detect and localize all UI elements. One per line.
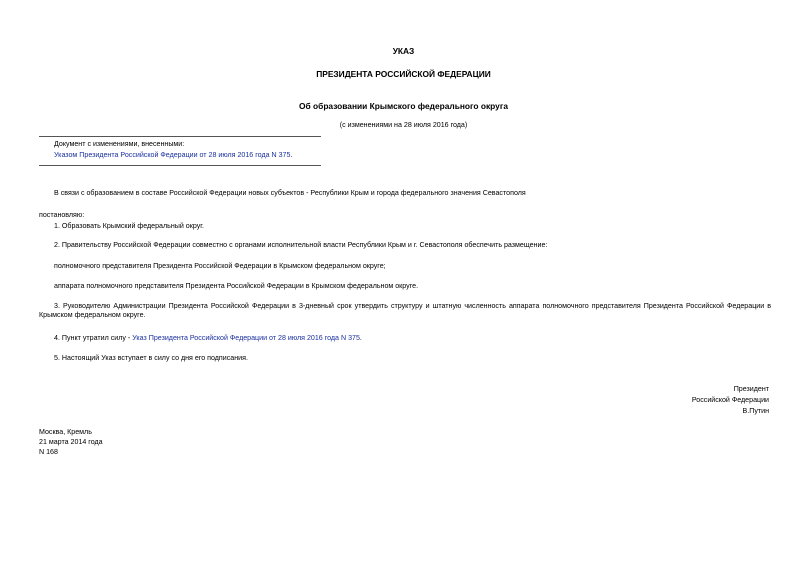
clause-1: 1. Образовать Крымский федеральный округ. bbox=[54, 222, 204, 230]
clause-3: 3. Руководителю Администрации Президента Российской Федерации в 3-дневный срок утвердить структуру и штатную численность аппарата полномочного представителя Президента Российской Федерации в Крымском федеральном округе. bbox=[39, 302, 771, 319]
clause-4-suffix: . bbox=[359, 334, 362, 342]
clause-2a: полномочного представителя Президента Российской Федерации в Крымском федеральном округе; bbox=[54, 262, 386, 270]
page-subtitle: ПРЕЗИДЕНТА РОССИЙСКОЙ ФЕДЕРАЦИИ bbox=[316, 69, 491, 79]
signature-position-2: Российской Федерации bbox=[691, 396, 769, 404]
decree-word: постановляю: bbox=[39, 211, 85, 219]
clause-4 bbox=[54, 334, 362, 343]
preamble: В связи с образованием в составе Российской Федерации новых субъектов - Республики Крым и города федерального значения Севастополя bbox=[54, 189, 526, 197]
signing-place: Москва, Кремль bbox=[39, 428, 92, 436]
document-title: Об образовании Крымского федерального округа bbox=[299, 101, 508, 111]
clause-2: 2. Правительству Российской Федерации совместно с органами исполнительной власти Республики Крым и г. Севастополя обеспечить размещение: bbox=[54, 241, 548, 249]
revision-link[interactable]: Указом Президента Российской Федерации от 28 июля 2016 года N 375 bbox=[54, 151, 291, 159]
signature-name: В.Путин bbox=[742, 407, 769, 415]
clause-4-link[interactable]: Указ Президента Российской Федерации от 28 июля 2016 года N 375 bbox=[132, 334, 360, 342]
page-title: УКАЗ bbox=[392, 46, 415, 56]
clause-2b: аппарата полномочного представителя Президента Российской Федерации в Крымском федеральном округе. bbox=[54, 282, 419, 290]
revision-box-top-rule bbox=[39, 136, 321, 137]
revision-box-bottom-rule bbox=[39, 165, 321, 166]
clause-5: 5. Настоящий Указ вступает в силу со дня его подписания. bbox=[54, 354, 248, 362]
decree-number: N 168 bbox=[39, 448, 58, 456]
clause-4-prefix: 4. Пункт утратил силу - bbox=[54, 334, 133, 342]
revision-box-entry bbox=[54, 151, 292, 160]
signing-date: 21 марта 2014 года bbox=[39, 438, 103, 446]
signature-position: Президент bbox=[733, 385, 769, 393]
amendments-note: (с изменениями на 28 июля 2016 года) bbox=[339, 121, 468, 129]
revision-link-suffix: . bbox=[290, 151, 293, 159]
revision-box-label: Документ с изменениями, внесенными: bbox=[54, 140, 185, 148]
